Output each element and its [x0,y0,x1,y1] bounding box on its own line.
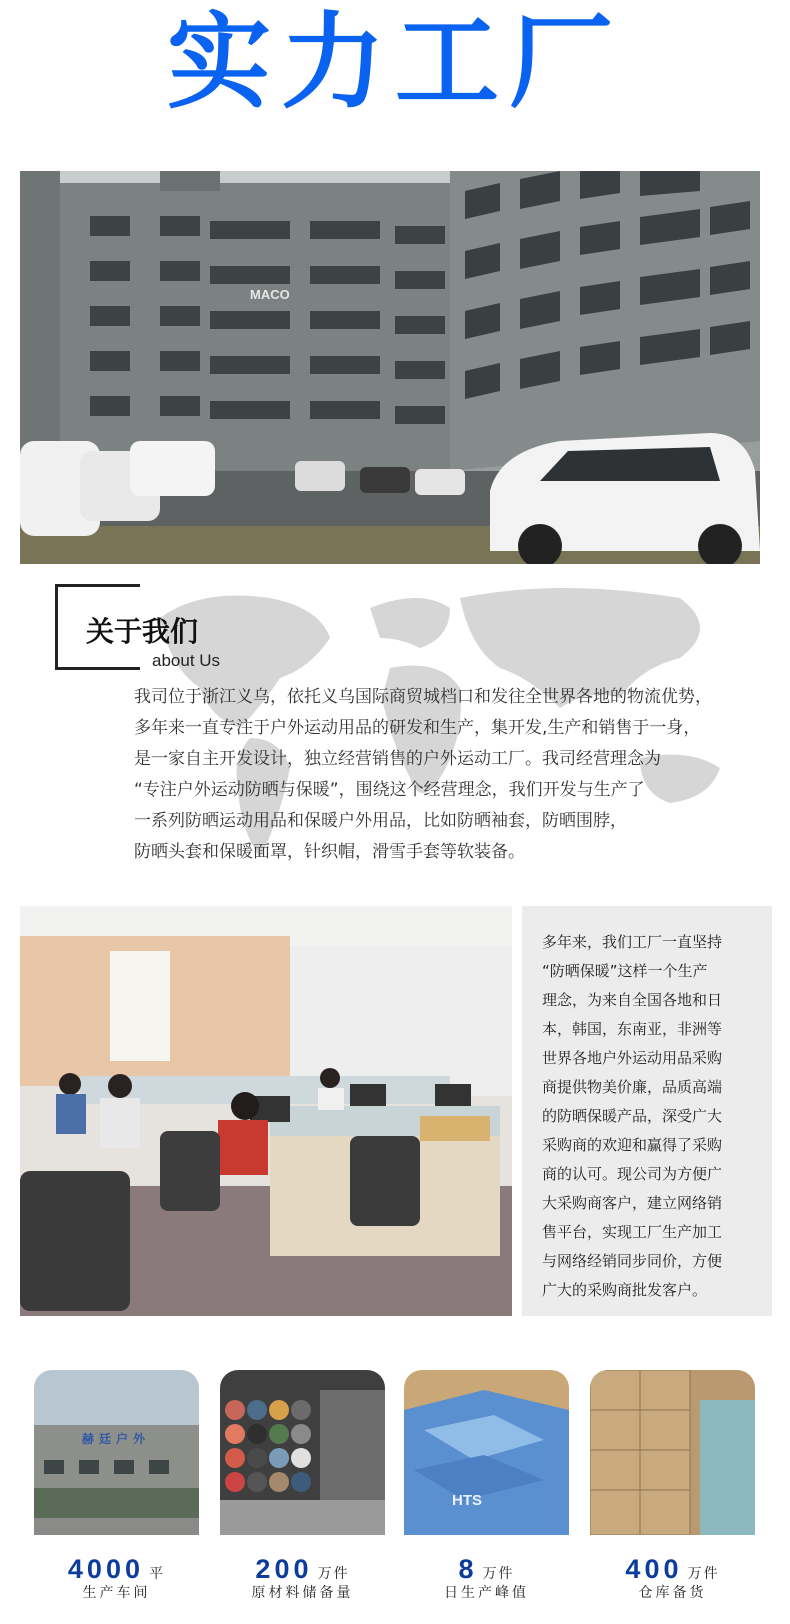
about-line: 多年来一直专注于户外运动用品的研发和生产，集开发,生产和销售于一身， [134,718,701,738]
building-sign: MACO [250,287,290,302]
about-line: 一系列防晒运动用品和保暖户外用品，比如防晒袖套，防晒围脖， [134,811,627,831]
about-title: 关于我们 [86,615,199,648]
about-line: “专注户外运动防晒与保暖”，围绕这个经营理念，我们开发与生产了 [134,780,645,800]
about-description [134,682,764,868]
stat-label: 仓库备货 [638,1585,707,1601]
stat-value: 4000 [67,1554,144,1584]
factory-building-photo [20,171,760,564]
factory-sign: 赫廷户外 [82,1432,151,1446]
office-line: 售平台，实现工厂生产加工 [542,1223,723,1241]
office-line: 商的认可。现公司为方便广 [542,1165,723,1183]
office-line: 的防晒保暖产品，深受广大 [542,1107,723,1125]
office-line: 多年来，我们工厂一直坚持 [542,933,723,951]
stat-unit: 万件 [482,1566,515,1582]
stat-label: 生产车间 [82,1585,151,1601]
stat-unit: 万件 [317,1566,350,1582]
office-line: 世界各地户外运动用品采购 [542,1049,723,1067]
stat-label: 日生产峰值 [444,1585,529,1601]
office-line: 本，韩国，东南亚，非洲等 [542,1020,723,1038]
office-line: “防晒保暖”这样一个生产 [542,962,708,980]
office-line: 大采购商客户，建立网络销 [542,1194,723,1212]
stat-label: 原材料储备量 [251,1585,354,1601]
materials-photo [220,1370,385,1535]
about-line: 我司位于浙江义乌，依托义乌国际商贸城档口和发往全世界各地的物流优势， [134,687,712,707]
page-title: 实力工厂 [166,1,623,123]
office-line: 理念，为来自全国各地和日 [542,991,723,1009]
office-line: 商提供物美价廉，品质高端 [542,1078,723,1096]
stat-value: 8 [458,1554,478,1584]
office-line: 广大的采购商批发客户。 [542,1281,708,1299]
stat-unit: 万件 [687,1566,720,1582]
stat-value: 400 [625,1554,683,1584]
about-subtitle: about Us [152,651,221,670]
warehouse-photo [590,1370,755,1535]
about-line: 是一家自主开发设计，独立经营销售的户外运动工厂。我司经营理念为 [134,749,661,769]
workshop-photo [34,1370,199,1535]
product-tag: HTS [452,1492,482,1509]
stat-unit: 平 [149,1566,166,1582]
office-photo [20,906,512,1316]
office-line: 与网络经销同步同价，方便 [542,1252,723,1270]
products-photo [404,1370,569,1535]
office-description [542,928,757,1305]
about-line: 防晒头套和保暖面罩，针织帽，滑雪手套等软装备。 [134,842,525,862]
stat-value: 200 [255,1554,313,1584]
office-line: 采购商的欢迎和赢得了采购 [542,1136,723,1154]
